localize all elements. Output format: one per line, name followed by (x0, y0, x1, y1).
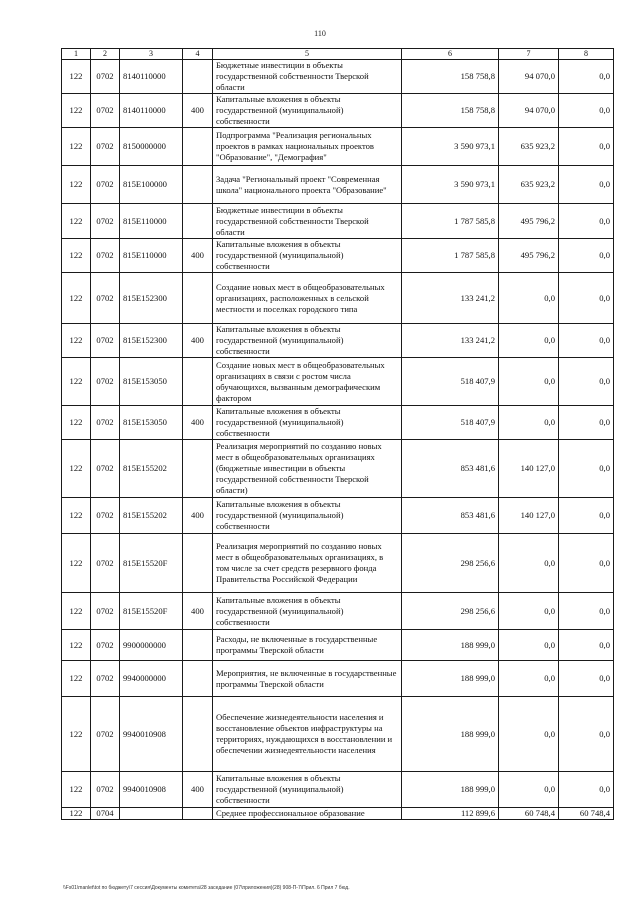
header-col-6: 6 (402, 49, 499, 60)
cell-section-code: 0702 (91, 273, 120, 324)
cell-amount-3: 0,0 (559, 593, 614, 630)
cell-amount-1: 3 590 973,1 (402, 166, 499, 204)
cell-amount-2: 0,0 (499, 697, 559, 772)
cell-expense-type: 400 (183, 239, 213, 273)
table-row (62, 808, 614, 820)
cell-description: Капитальные вложения в объекты государственной (муниципальной) собственности (213, 406, 402, 440)
header-col-2: 2 (91, 49, 120, 60)
cell-amount-3: 0,0 (559, 697, 614, 772)
cell-amount-3: 0,0 (559, 440, 614, 498)
cell-expense-type (183, 60, 213, 94)
cell-section-code: 0702 (91, 166, 120, 204)
cell-amount-2: 0,0 (499, 593, 559, 630)
cell-amount-2: 60 748,4 (499, 808, 559, 820)
cell-section-code: 0702 (91, 94, 120, 128)
cell-description: Реализация мероприятий по созданию новых мест в общеобразовательных организациях (бюджетные инвестиции в объекты государственной собственности Тверской области) (213, 440, 402, 498)
table-row (62, 239, 614, 273)
table-row (62, 661, 614, 697)
cell-description: Мероприятия, не включенные в государственные программы Тверской области (213, 661, 402, 697)
cell-description: Капитальные вложения в объекты государственной (муниципальной) собственности (213, 239, 402, 273)
cell-target-code: 815Е15520F (120, 534, 183, 593)
header-col-3: 3 (120, 49, 183, 60)
cell-amount-1: 518 407,9 (402, 358, 499, 406)
cell-expense-type (183, 661, 213, 697)
cell-amount-3: 0,0 (559, 406, 614, 440)
cell-amount-1: 298 256,6 (402, 534, 499, 593)
table-row (62, 440, 614, 498)
cell-description: Бюджетные инвестиции в объекты государственной собственности Тверской области (213, 204, 402, 239)
cell-amount-2: 0,0 (499, 324, 559, 358)
cell-amount-3: 0,0 (559, 128, 614, 166)
cell-target-code: 9900000000 (120, 630, 183, 661)
cell-section-code: 0702 (91, 498, 120, 534)
table-row (62, 128, 614, 166)
table-row (62, 204, 614, 239)
header-col-8: 8 (559, 49, 614, 60)
cell-section-code: 0702 (91, 128, 120, 166)
cell-amount-2: 0,0 (499, 358, 559, 406)
cell-section-code: 0702 (91, 440, 120, 498)
cell-section-code: 0702 (91, 358, 120, 406)
cell-admin-code: 122 (62, 808, 91, 820)
cell-description: Капитальные вложения в объекты государственной (муниципальной) собственности (213, 324, 402, 358)
cell-amount-2: 140 127,0 (499, 498, 559, 534)
cell-admin-code: 122 (62, 166, 91, 204)
cell-amount-2: 94 070,0 (499, 60, 559, 94)
cell-admin-code: 122 (62, 534, 91, 593)
table-row (62, 406, 614, 440)
header-col-4: 4 (183, 49, 213, 60)
cell-description: Подпрограмма "Реализация региональных проектов в рамках национальных проектов "Образование", "Демография" (213, 128, 402, 166)
cell-expense-type: 400 (183, 593, 213, 630)
cell-admin-code: 122 (62, 128, 91, 166)
cell-amount-1: 188 999,0 (402, 697, 499, 772)
cell-amount-2: 0,0 (499, 630, 559, 661)
cell-target-code: 9940010908 (120, 772, 183, 808)
cell-amount-1: 853 481,6 (402, 498, 499, 534)
cell-target-code: 815Е15520F (120, 593, 183, 630)
cell-description: Капитальные вложения в объекты государственной (муниципальной) собственности (213, 94, 402, 128)
cell-admin-code: 122 (62, 94, 91, 128)
table-row (62, 94, 614, 128)
cell-target-code: 815Е100000 (120, 166, 183, 204)
cell-description: Капитальные вложения в объекты государственной (муниципальной) собственности (213, 593, 402, 630)
cell-amount-1: 158 758,8 (402, 94, 499, 128)
cell-section-code: 0702 (91, 661, 120, 697)
header-col-7: 7 (499, 49, 559, 60)
cell-admin-code: 122 (62, 697, 91, 772)
cell-section-code: 0704 (91, 808, 120, 820)
cell-amount-1: 133 241,2 (402, 324, 499, 358)
cell-amount-3: 0,0 (559, 772, 614, 808)
table-row (62, 593, 614, 630)
cell-admin-code: 122 (62, 324, 91, 358)
cell-section-code: 0702 (91, 630, 120, 661)
budget-table (61, 48, 614, 820)
cell-amount-1: 188 999,0 (402, 772, 499, 808)
cell-amount-1: 188 999,0 (402, 630, 499, 661)
cell-admin-code: 122 (62, 498, 91, 534)
cell-amount-3: 0,0 (559, 630, 614, 661)
cell-target-code: 815Е110000 (120, 239, 183, 273)
cell-amount-3: 60 748,4 (559, 808, 614, 820)
cell-amount-1: 1 787 585,8 (402, 204, 499, 239)
cell-target-code: 815Е153050 (120, 358, 183, 406)
header-col-5: 5 (213, 49, 402, 60)
cell-amount-2: 140 127,0 (499, 440, 559, 498)
cell-admin-code: 122 (62, 358, 91, 406)
cell-section-code: 0702 (91, 239, 120, 273)
cell-amount-1: 518 407,9 (402, 406, 499, 440)
cell-description: Реализация мероприятий по созданию новых мест в общеобразовательных организациях, в том числе за счет средств резервного фонда Правительства Российской Федерации (213, 534, 402, 593)
cell-description: Создание новых мест в общеобразовательных организациях, расположенных в сельской местности и поселках городского типа (213, 273, 402, 324)
cell-admin-code: 122 (62, 661, 91, 697)
cell-section-code: 0702 (91, 534, 120, 593)
cell-target-code: 815Е152300 (120, 324, 183, 358)
cell-amount-2: 635 923,2 (499, 128, 559, 166)
cell-expense-type (183, 204, 213, 239)
cell-description: Капитальные вложения в объекты государственной (муниципальной) собственности (213, 498, 402, 534)
cell-description: Расходы, не включенные в государственные программы Тверской области (213, 630, 402, 661)
cell-amount-1: 133 241,2 (402, 273, 499, 324)
cell-amount-3: 0,0 (559, 273, 614, 324)
cell-amount-3: 0,0 (559, 324, 614, 358)
cell-amount-1: 1 787 585,8 (402, 239, 499, 273)
cell-target-code: 815Е153050 (120, 406, 183, 440)
cell-amount-3: 0,0 (559, 204, 614, 239)
cell-description: Бюджетные инвестиции в объекты государственной собственности Тверской области (213, 60, 402, 94)
cell-target-code: 9940000000 (120, 661, 183, 697)
table-row (62, 630, 614, 661)
cell-amount-1: 298 256,6 (402, 593, 499, 630)
cell-amount-3: 0,0 (559, 498, 614, 534)
cell-amount-3: 0,0 (559, 166, 614, 204)
table-body (62, 60, 614, 820)
cell-section-code: 0702 (91, 324, 120, 358)
cell-expense-type (183, 358, 213, 406)
table-row (62, 498, 614, 534)
cell-admin-code: 122 (62, 772, 91, 808)
cell-expense-type (183, 166, 213, 204)
cell-target-code: 815Е152300 (120, 273, 183, 324)
footer-file-path: \\Fs01\manlet\tot по бюджету\7 сессия\Документы комитета\28 заседание (07\приложения)(28) 908-П-7\Прил. 6 Прил 7 бюд. (63, 885, 350, 891)
table-row (62, 273, 614, 324)
cell-amount-2: 0,0 (499, 772, 559, 808)
cell-amount-2: 0,0 (499, 273, 559, 324)
cell-amount-3: 0,0 (559, 358, 614, 406)
cell-target-code (120, 808, 183, 820)
cell-amount-2: 635 923,2 (499, 166, 559, 204)
cell-amount-1: 853 481,6 (402, 440, 499, 498)
cell-amount-1: 158 758,8 (402, 60, 499, 94)
cell-expense-type (183, 630, 213, 661)
cell-section-code: 0702 (91, 406, 120, 440)
cell-amount-1: 188 999,0 (402, 661, 499, 697)
header-col-1: 1 (62, 49, 91, 60)
cell-target-code: 815Е110000 (120, 204, 183, 239)
cell-expense-type (183, 273, 213, 324)
cell-admin-code: 122 (62, 630, 91, 661)
cell-target-code: 9940010908 (120, 697, 183, 772)
cell-amount-1: 112 899,6 (402, 808, 499, 820)
cell-expense-type (183, 128, 213, 166)
cell-section-code: 0702 (91, 772, 120, 808)
cell-amount-2: 0,0 (499, 406, 559, 440)
table-row (62, 60, 614, 94)
table-row (62, 324, 614, 358)
cell-amount-3: 0,0 (559, 94, 614, 128)
cell-target-code: 8140110000 (120, 60, 183, 94)
cell-admin-code: 122 (62, 273, 91, 324)
table-row (62, 772, 614, 808)
table-row (62, 534, 614, 593)
cell-expense-type: 400 (183, 498, 213, 534)
cell-target-code: 8150000000 (120, 128, 183, 166)
cell-section-code: 0702 (91, 60, 120, 94)
cell-admin-code: 122 (62, 406, 91, 440)
cell-section-code: 0702 (91, 697, 120, 772)
cell-expense-type (183, 534, 213, 593)
cell-expense-type: 400 (183, 324, 213, 358)
cell-description: Задача "Региональный проект "Современная школа" национального проекта "Образование" (213, 166, 402, 204)
table-row (62, 358, 614, 406)
cell-target-code: 815Е155202 (120, 498, 183, 534)
cell-amount-3: 0,0 (559, 239, 614, 273)
cell-description: Обеспечение жизнедеятельности населения и восстановление объектов инфраструктуры на территориях, нуждающихся в восстановлении и обеспечении жизнедеятельности населения (213, 697, 402, 772)
cell-amount-2: 495 796,2 (499, 239, 559, 273)
cell-description: Капитальные вложения в объекты государственной (муниципальной) собственности (213, 772, 402, 808)
cell-target-code: 815Е155202 (120, 440, 183, 498)
cell-description: Среднее профессиональное образование (213, 808, 402, 820)
cell-expense-type (183, 697, 213, 772)
cell-amount-1: 3 590 973,1 (402, 128, 499, 166)
cell-admin-code: 122 (62, 239, 91, 273)
cell-section-code: 0702 (91, 593, 120, 630)
page-number: 110 (314, 29, 326, 38)
cell-amount-2: 94 070,0 (499, 94, 559, 128)
cell-expense-type (183, 808, 213, 820)
cell-admin-code: 122 (62, 593, 91, 630)
cell-admin-code: 122 (62, 440, 91, 498)
cell-amount-2: 0,0 (499, 661, 559, 697)
cell-target-code: 8140110000 (120, 94, 183, 128)
cell-amount-2: 495 796,2 (499, 204, 559, 239)
cell-admin-code: 122 (62, 60, 91, 94)
cell-admin-code: 122 (62, 204, 91, 239)
cell-amount-3: 0,0 (559, 60, 614, 94)
cell-amount-3: 0,0 (559, 534, 614, 593)
cell-expense-type: 400 (183, 772, 213, 808)
header-row (62, 49, 614, 60)
cell-expense-type (183, 440, 213, 498)
cell-expense-type: 400 (183, 94, 213, 128)
cell-description: Создание новых мест в общеобразовательных организациях в связи с ростом числа обучающихся, вызванным демографическим фактором (213, 358, 402, 406)
table-row (62, 697, 614, 772)
cell-amount-2: 0,0 (499, 534, 559, 593)
cell-section-code: 0702 (91, 204, 120, 239)
cell-expense-type: 400 (183, 406, 213, 440)
cell-amount-3: 0,0 (559, 661, 614, 697)
table-row (62, 166, 614, 204)
